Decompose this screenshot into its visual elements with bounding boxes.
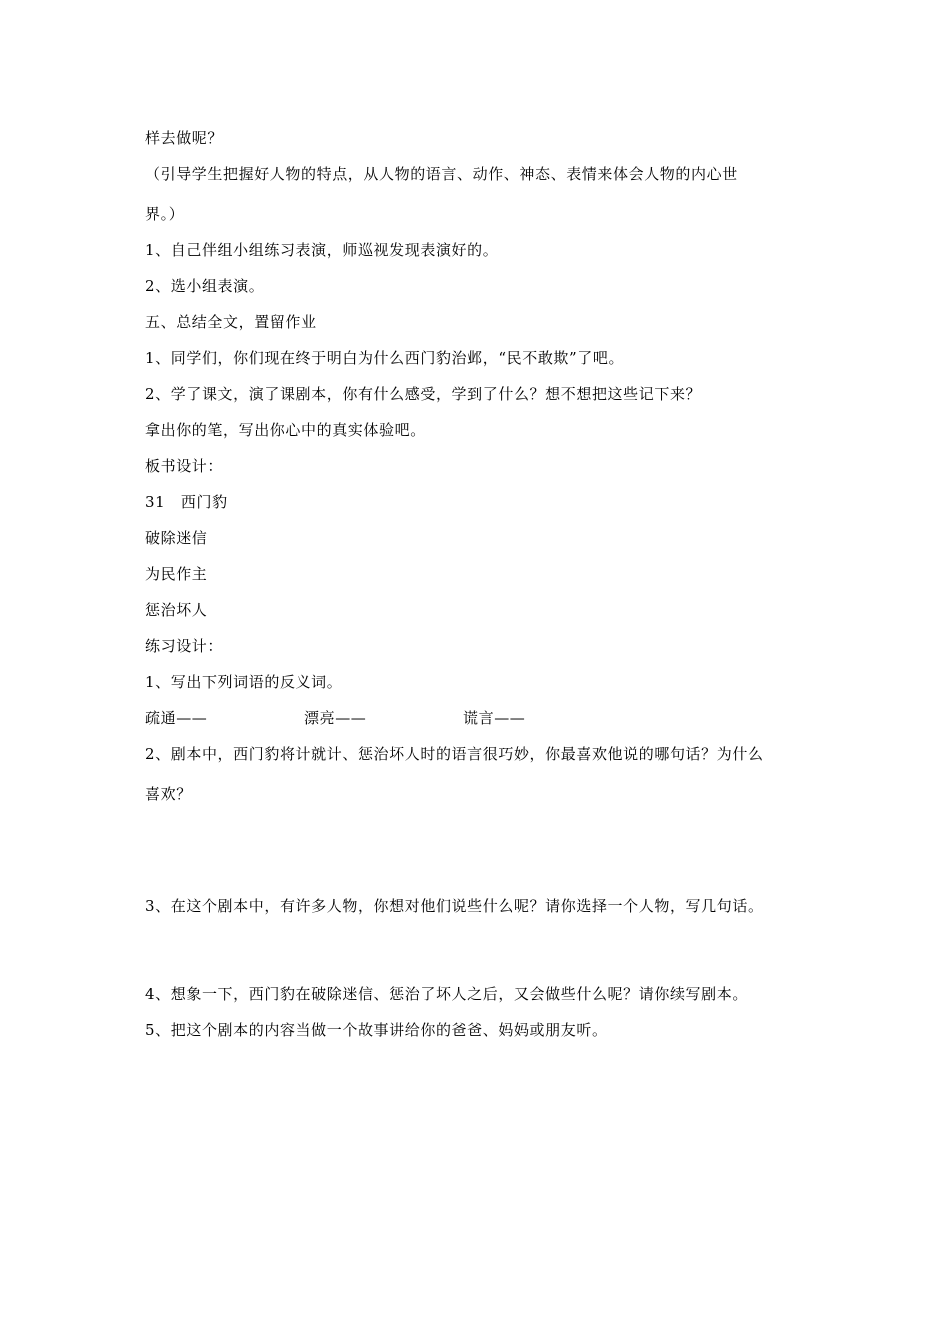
text-line: 2、选小组表演。: [145, 277, 265, 295]
exercise-item: 喜欢？: [145, 785, 192, 803]
board-design-heading: 板书设计：: [145, 457, 224, 475]
exercise-item: 1、写出下列词语的反义词。: [145, 673, 343, 691]
antonym-item: 漂亮——: [304, 709, 367, 727]
antonym-item: 谎言——: [463, 709, 526, 727]
text-line: 界。）: [145, 205, 185, 223]
section-heading: 五、总结全文，置留作业: [145, 313, 317, 331]
text-line: 2、学了课文，演了课剧本，你有什么感受，学到了什么？想不想把这些记下来？: [145, 385, 702, 403]
text-line: （引导学生把握好人物的特点，从人物的语言、动作、神态、表情来体会人物的内心世: [145, 165, 738, 183]
text-line: 拿出你的笔，写出你心中的真实体验吧。: [145, 421, 426, 439]
text-line: 1、同学们，你们现在终于明白为什么西门豹治邺，“民不敢欺”了吧。: [145, 349, 625, 367]
exercise-heading: 练习设计：: [145, 637, 224, 655]
exercise-item: 5、把这个剧本的内容当做一个故事讲给你的爸爸、妈妈或朋友听。: [145, 1021, 608, 1039]
lesson-title: 31 西门豹: [145, 493, 228, 511]
text-line: 样去做呢？: [145, 129, 224, 147]
text-line: 1、自己伴组小组练习表演，师巡视发现表演好的。: [145, 241, 499, 259]
exercise-item: 3、在这个剧本中，有许多人物，你想对他们说些什么呢？请你选择一个人物，写几句话。: [145, 897, 764, 915]
board-item: 惩治坏人: [145, 601, 208, 619]
antonym-item: 疏通——: [145, 709, 208, 727]
exercise-item: 2、剧本中，西门豹将计就计、惩治坏人时的语言很巧妙，你最喜欢他说的哪句话？为什么: [145, 745, 764, 763]
board-item: 为民作主: [145, 565, 208, 583]
antonym-row: [145, 708, 565, 728]
exercise-item: 4、想象一下，西门豹在破除迷信、惩治了坏人之后，又会做些什么呢？请你续写剧本。: [145, 985, 748, 1003]
board-item: 破除迷信: [145, 529, 208, 547]
